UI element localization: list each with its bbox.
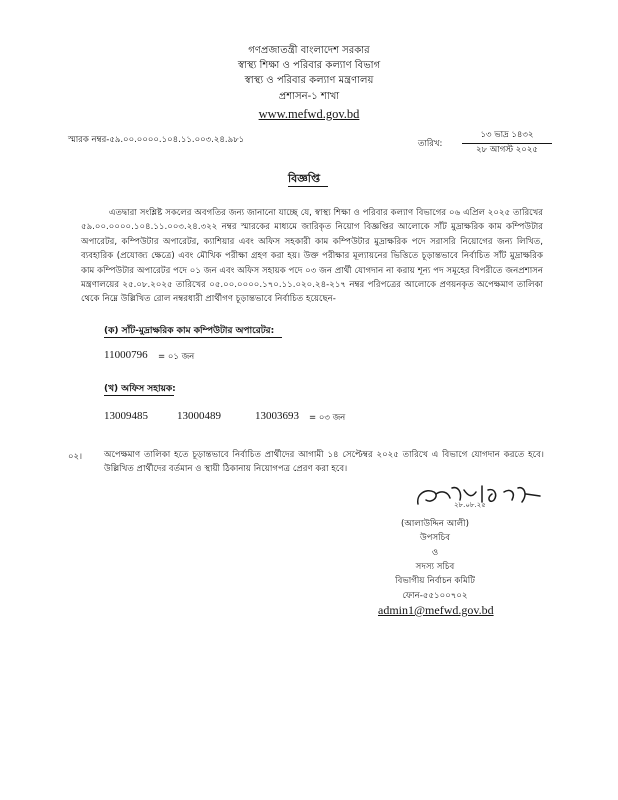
section-b-underline	[104, 395, 174, 396]
date-bangla: ১৩ ভাদ্র ১৪৩২	[462, 128, 552, 144]
section-a-heading: (ক) সাঁট-মুদ্রাক্ষরিক কাম কম্পিউটার অপারেটর:	[104, 326, 275, 336]
header-ministry: স্বাস্থ্য ও পরিবার কল্যাণ মন্ত্রণালয়	[244, 75, 374, 86]
date-label: তারিখ:	[418, 139, 443, 149]
section-b-roll: 13000489	[177, 410, 221, 422]
signer-name: (আলাউদ্দিন আলী)	[401, 519, 469, 529]
signer-phone: ফোন-৫৫১০০৭০২	[402, 591, 468, 601]
header-section: প্রশাসন-১ শাখা	[278, 91, 340, 102]
section-b-count: = ০৩ জন	[309, 413, 346, 423]
signer-role: সদস্য সচিব	[415, 562, 455, 572]
memo-number: স্মারক নম্বর-৫৯.০০.০০০০.১০৪.১১.০০৩.২৪.৯৮১	[68, 135, 245, 145]
signer-email-link[interactable]: admin1@mefwd.gov.bd	[378, 603, 494, 617]
date-english: ২৮ আগস্ট ২০২৫	[476, 145, 538, 155]
signer-conjunction: ও	[431, 548, 439, 558]
signature-date: ২৮.০৮.২৫	[454, 501, 486, 509]
section-a-roll: 11000796	[104, 349, 148, 361]
section-b-roll: 13009485	[104, 410, 148, 422]
header-website-link[interactable]: www.mefwd.gov.bd	[258, 107, 360, 121]
signer-designation: উপসচিব	[419, 533, 451, 543]
notice-title: বিজ্ঞপ্তি	[288, 172, 320, 185]
section-a-underline	[104, 337, 282, 338]
section-a-count: = ০১ জন	[158, 352, 195, 362]
header-division: স্বাস্থ্য শিক্ষা ও পরিবার কল্যাণ বিভাগ	[237, 60, 381, 71]
notice-paragraph: এতদ্বারা সংশ্লিষ্ট সকলের অবগতির জন্য জানানো যাচ্ছে যে, স্বাস্থ্য শিক্ষা ও পরিবার কল্যাণ বিভাগের ০৬ এপ্রিল ২০২৫ তারিখের ৫৯.০০.০০০০.১০৪.১১.০০৩.২৪.৩২২ নম্বর স্মারকের মাধ্যমে জারিকৃত নিয়োগ বিজ্ঞপ্তির আলোকে সাঁট মুদ্রাক্ষরিক কাম কম্পিউটার অপারেটর, কম্পিউটার অপারেটর, ক্যাশিয়ার এবং অফিস সহকারী কাম কম্পিউটার মুদ্রাক্ষরিক পদে সরাসরি নিয়োগের জন্য লিখিত, ব্যবহারিক (প্রযোজ্য ক্ষেত্রে) এবং মৌখিক পরীক্ষা গ্রহণ করা হয়। উক্ত পরীক্ষার মূল্যায়নের ভিত্তিতে চূড়ান্তভাবে নির্বাচিত সাঁট মুদ্রাক্ষরিক কাম কম্পিউটার অপারেটর পদে ০১ জন এবং অফিস সহায়ক পদে ০৩ জন প্রার্থী যোগদান না করায় শূন্য পদ সমূহের বিপরীতে জনপ্রশাসন মন্ত্রণালয়ের ২৫.০৮.২০২৫ তারিখের ০৫.০০.০০০০.১৭০.১১.০২০.২৪-২১৭ নম্বর পরিপত্রের আলোকে প্রণয়নকৃত অপেক্ষমাণ তালিকা থেকে নিম্নে উল্লিখিত রোল নম্বরধারী প্রার্থীগণ চূড়ান্তভাবে নির্বাচিত হয়েছেন-	[81, 208, 543, 305]
section-b-heading: (খ) অফিস সহায়ক:	[104, 384, 176, 394]
point-2-number: ০২।	[68, 452, 83, 462]
signer-committee: বিভাগীয় নির্বাচন কমিটি	[395, 576, 475, 586]
header-government: গণপ্রজাতন্ত্রী বাংলাদেশ সরকার	[248, 45, 370, 56]
point-2-text: অপেক্ষমাণ তালিকা হতে চূড়ান্তভাবে নির্বাচিত প্রার্থীদের আগামী ১৪ সেপ্টেম্বর ২০২৫ তারিখে এ বিভাগে যোগদান করতে হবে। উল্লিখিত প্রার্থীদের বর্তমান ও স্থায়ী ঠিকানায় নিয়োগপত্র প্রেরণ করা হবে।	[104, 450, 544, 475]
notice-title-underline	[288, 186, 328, 187]
section-b-roll: 13003693	[255, 410, 299, 422]
